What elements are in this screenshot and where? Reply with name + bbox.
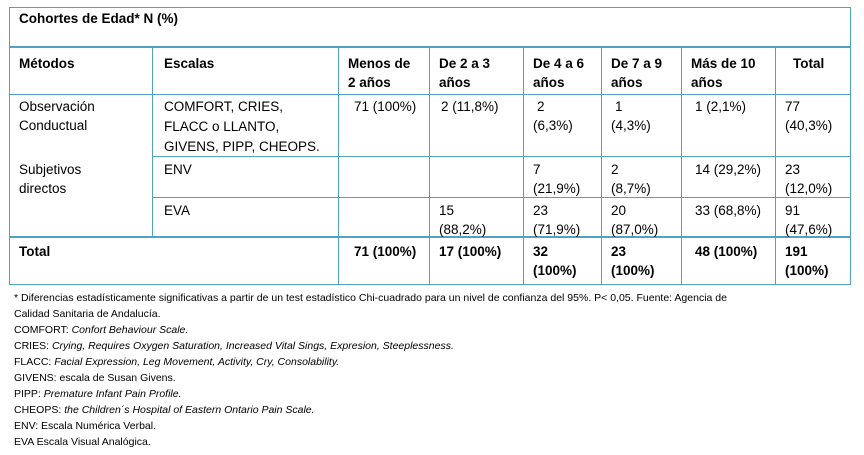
env-4-6-pct: (21,9%) <box>533 181 581 196</box>
note-comfort-key: COMFORT: <box>14 324 72 336</box>
col-line-3 <box>429 48 430 285</box>
note-source: Calidad Sanitaria de Andalucía. <box>14 308 161 320</box>
eva-2-3-pct: (88,2%) <box>439 222 487 237</box>
total-mas-10: 48 (100%) <box>695 244 758 259</box>
col-line-6 <box>681 48 682 285</box>
header-4-6-line1: De 4 a 6 <box>533 56 585 71</box>
eva-total <box>779 198 838 242</box>
total-4-6 <box>527 239 583 283</box>
total-total <box>779 239 835 283</box>
obs-7-9-n: 1 <box>615 99 623 114</box>
note-pipp-value: Premature Infant Pain Profile. <box>43 388 182 400</box>
note-cheops-value: the Children´s Hospital of Eastern Ontario Pain Scale. <box>64 404 315 416</box>
env-total-n: 23 <box>785 162 801 177</box>
subj-method-line1: Subjetivos <box>19 162 82 177</box>
obs-7-9-pct: (4,3%) <box>611 118 651 133</box>
eva-total-n: 91 <box>785 203 801 218</box>
obs-4-6-pct: (6,3%) <box>533 118 573 133</box>
note-eva: EVA Escala Visual Analógica. <box>14 436 151 448</box>
note-pipp-key: PIPP: <box>14 388 44 400</box>
total-4-6-n: 32 <box>533 244 549 259</box>
obs-method-line1: Observación <box>19 99 95 114</box>
eva-total-pct: (47,6%) <box>785 222 833 237</box>
total-menos-2: 71 (100%) <box>354 244 417 259</box>
col-line-4 <box>523 48 524 285</box>
header-4-6 <box>527 51 590 95</box>
total-total-n: 191 <box>785 244 808 259</box>
obs-scales <box>158 94 326 160</box>
subj-method <box>13 157 87 201</box>
note-comfort-value: Confort Behaviour Scale. <box>71 324 189 336</box>
note-env: ENV: Escala Numérica Verbal. <box>14 420 157 432</box>
eva-2-3 <box>433 198 492 242</box>
eva-4-6 <box>527 198 586 242</box>
footnotes <box>14 290 854 450</box>
header-menos-2 <box>342 51 416 95</box>
col-line-7 <box>775 48 776 285</box>
obs-menos-2: 71 (100%) <box>354 99 417 114</box>
note-cries-key: CRIES: <box>14 340 52 352</box>
env-4-6-n: 7 <box>533 162 541 177</box>
note-comfort <box>14 322 854 338</box>
obs-4-6-n: 2 <box>537 99 545 114</box>
env-scale: ENV <box>164 162 192 177</box>
header-4-6-line2: años <box>533 75 565 90</box>
header-menos-2-line1: Menos de <box>348 56 411 71</box>
obs-scales-line2: FLACC o LLANTO, <box>164 119 280 134</box>
subj-method-line2: directos <box>19 181 67 196</box>
obs-scales-line3: GIVENS, PIPP, CHEOPS. <box>164 139 320 154</box>
total-total-pct: (100%) <box>785 263 829 278</box>
header-7-9 <box>605 51 668 95</box>
total-label: Total <box>19 244 51 259</box>
eva-scale: EVA <box>164 203 191 218</box>
total-7-9-n: 23 <box>611 244 627 259</box>
total-4-6-pct: (100%) <box>533 263 577 278</box>
header-2-3-line2: años <box>439 75 471 90</box>
obs-total-pct: (40,3%) <box>785 118 833 133</box>
obs-method <box>13 94 101 138</box>
header-top-line <box>9 46 851 48</box>
header-mas-10-line1: Más de 10 <box>691 56 756 71</box>
header-2-3-line1: De 2 a 3 <box>439 56 491 71</box>
env-mas-10: 14 (29,2%) <box>695 162 762 177</box>
obs-scales-line1: COMFORT, CRIES, <box>164 99 284 114</box>
eva-4-6-n: 23 <box>533 203 549 218</box>
note-flacc-key: FLACC: <box>14 356 55 368</box>
note-flacc-value: Facial Expression, Leg Movement, Activity, Cry, Consolability. <box>54 356 340 368</box>
header-7-9-line1: De 7 a 9 <box>611 56 663 71</box>
obs-total <box>779 94 838 138</box>
eva-7-9-n: 20 <box>611 203 627 218</box>
header-metodos: Métodos <box>19 56 75 71</box>
eva-2-3-n: 15 <box>439 203 455 218</box>
col-line-5 <box>601 48 602 285</box>
header-escalas: Escalas <box>164 56 215 71</box>
note-pipp <box>14 386 854 402</box>
env-7-9-n: 2 <box>611 162 619 177</box>
col-line-1 <box>152 48 153 236</box>
env-total <box>779 157 838 201</box>
note-cheops-key: CHEOPS: <box>14 404 65 416</box>
env-7-9-pct: (8,7%) <box>611 181 651 196</box>
total-7-9 <box>605 239 661 283</box>
obs-total-n: 77 <box>785 99 801 114</box>
env-total-pct: (12,0%) <box>785 181 833 196</box>
obs-7-9 <box>605 94 657 138</box>
eva-4-6-pct: (71,9%) <box>533 222 581 237</box>
note-cries <box>14 338 854 354</box>
header-mas-10 <box>685 51 762 95</box>
note-givens: GIVENS: escala de Susan Givens. <box>14 372 176 384</box>
header-total: Total <box>793 56 825 71</box>
col-line-2 <box>338 48 339 285</box>
total-top-line <box>9 236 851 238</box>
eva-mas-10: 33 (68,8%) <box>695 203 762 218</box>
note-cries-value: Crying, Requires Oxygen Saturation, Increased Vital Sings, Expresion, Steeplessness. <box>51 340 454 352</box>
note-cheops <box>14 402 854 418</box>
env-4-6 <box>527 157 586 201</box>
total-2-3: 17 (100%) <box>439 244 502 259</box>
obs-method-line2: Conductual <box>19 118 88 133</box>
env-7-9 <box>605 157 657 201</box>
data-table <box>9 7 851 287</box>
eva-7-9 <box>605 198 664 242</box>
note-flacc <box>14 354 854 370</box>
header-mas-10-line2: años <box>691 75 723 90</box>
header-7-9-line2: años <box>611 75 643 90</box>
note-significance: * Diferencias estadísticamente significativas a partir de un test estadístico Chi-cuadrado para un nivel de confianza del 95%. P< 0,05. Fuente: Agencia de <box>14 292 727 304</box>
header-2-3 <box>433 51 496 95</box>
obs-2-3: 2 (11,8%) <box>441 99 499 114</box>
eva-7-9-pct: (87,0%) <box>611 222 659 237</box>
table-title: Cohortes de Edad* N (%) <box>19 11 179 26</box>
obs-4-6 <box>527 94 579 138</box>
header-menos-2-line2: 2 años <box>348 75 391 90</box>
total-7-9-pct: (100%) <box>611 263 655 278</box>
obs-mas-10: 1 (2,1%) <box>695 99 747 114</box>
